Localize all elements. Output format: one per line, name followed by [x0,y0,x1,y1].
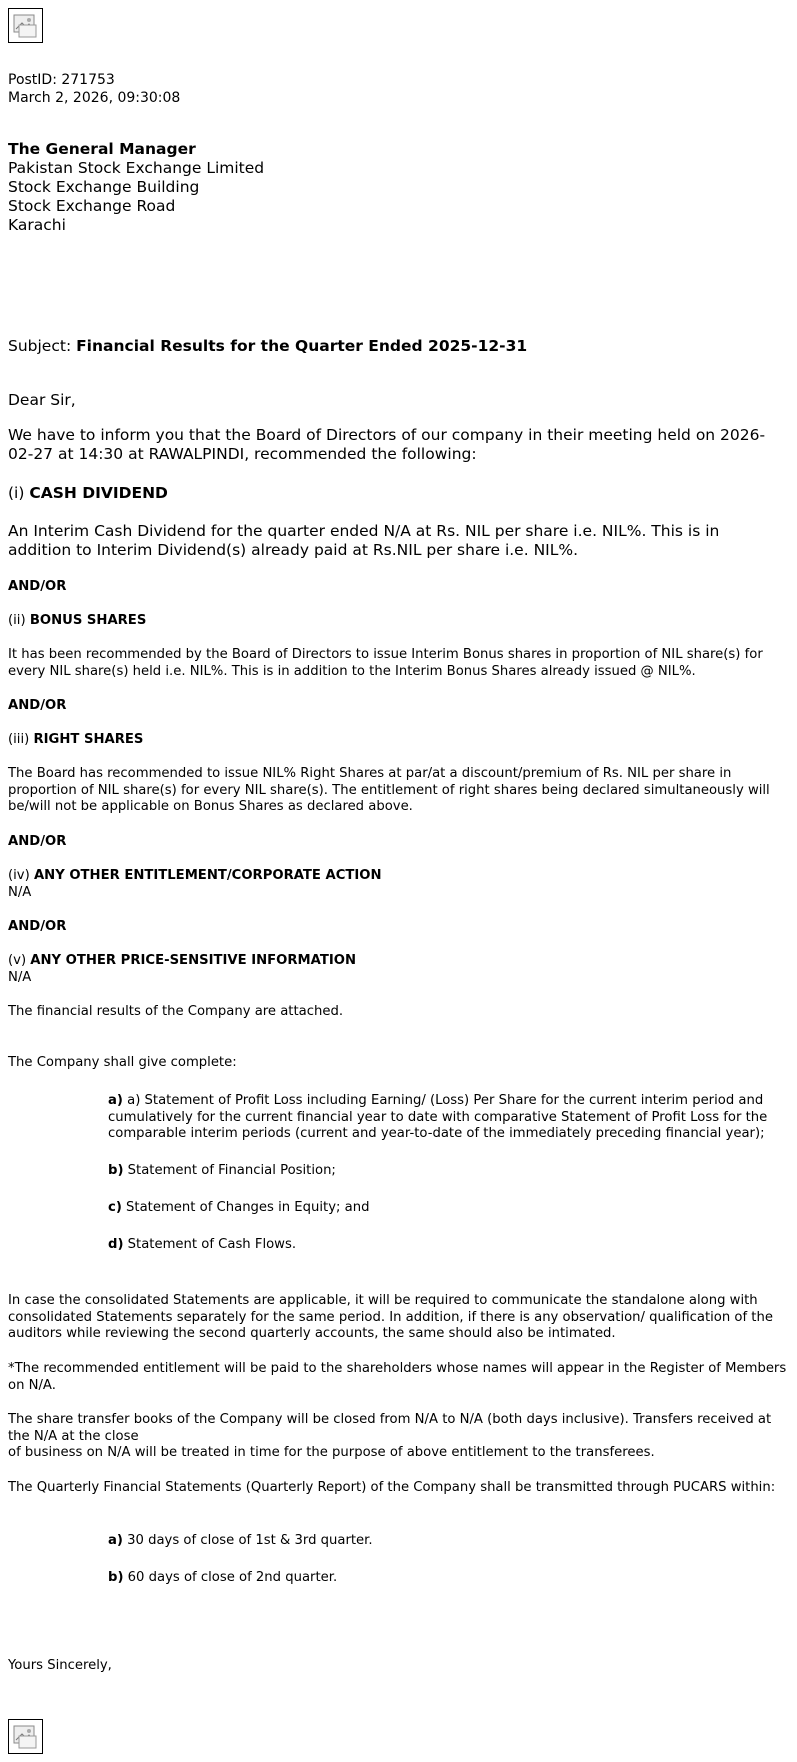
other-entitlement-title: ANY OTHER ENTITLEMENT/CORPORATE ACTION [33,868,382,883]
post-datetime: March 2, 2026, 09:30:08 [8,90,181,106]
complete-intro: The Company shall give complete: [8,1055,237,1070]
addressee-name: The General Manager [8,140,196,158]
addressee-line: Karachi [8,216,66,234]
transfer-books-paragraph: The share transfer books of the Company will be closed from N/A to N/A (both days inclusive). Transfers received at the N/A at the close of business on N/A will be treated in time for the purpose of above entitlement to the transferees. [8,1412,772,1460]
complete-item: c) Statement of Changes in Equity; and [108,1200,370,1215]
post-header [8,71,787,107]
and-or-label: AND/OR [8,834,67,849]
results-attached: The financial results of the Company are attached. [8,1004,344,1019]
complete-item: a) a) Statement of Profit Loss including Earning/ (Loss) Per Share for the current interim period and cumulatively for the current financial year to date with comparative Statement of Profit Loss for the comparable interim periods (current and year-to-date of the immediately preceding financial year); [108,1093,768,1141]
subject [8,337,787,356]
cash-dividend-body: An Interim Cash Dividend for the quarter ended N/A at Rs. NIL per share i.e. NIL%. This is in addition to Interim Dividend(s) already paid at Rs.NIL per share i.e. NIL%. [8,522,720,559]
other-entitlement-body: N/A [8,884,32,900]
consolidated-paragraph: In case the consolidated Statements are applicable, it will be required to communicate the standalone along with consolidated Statements separately for the same period. In addition, if there is any observation/ qualification of the auditors while reviewing the second quarterly accounts, the same should also be intimated. [8,1293,773,1341]
addressee [8,140,787,235]
price-sensitive-body: N/A [8,969,32,985]
right-shares-heading: (iii) RIGHT SHARES [8,732,144,747]
post-id: PostID: 271753 [8,72,115,88]
cash-dividend-heading: (i) CASH DIVIDEND [8,484,168,502]
and-or-label: AND/OR [8,579,67,594]
subject-label: Subject: [8,337,77,355]
bonus-shares-body: It has been recommended by the Board of Directors to issue Interim Bonus shares in proportion of NIL share(s) for every NIL share(s) held i.e. NIL%. This is in addition to the Interim Bonus Shares already issued @ NIL%. [8,647,763,679]
right-shares-body: The Board has recommended to issue NIL% Right Shares at par/at a discount/premium of Rs. NIL per share in proportion of NIL share(s) for every NIL share(s). The entitlement of right shares being declared simultaneously will be/will not be applicable on Bonus Shares as declared above. [8,766,770,814]
pucars-intro: The Quarterly Financial Statements (Quarterly Report) of the Company shall be transmitted through PUCARS within: [8,1480,776,1495]
salutation: Dear Sir, [8,391,76,409]
image-placeholder-icon [8,1719,43,1754]
and-or-label: AND/OR [8,698,67,713]
price-sensitive-title: ANY OTHER PRICE-SENSITIVE INFORMATION [30,953,356,968]
addressee-line: Stock Exchange Building [8,178,200,196]
price-sensitive-heading: (v) ANY OTHER PRICE-SENSITIVE INFORMATION N/A [8,953,787,986]
subject-text: Financial Results for the Quarter Ended 2025-12-31 [76,337,528,355]
pucars-item: b) 60 days of close of 2nd quarter. [108,1570,338,1585]
complete-item: b) Statement of Financial Position; [108,1163,336,1178]
cash-dividend-title: CASH DIVIDEND [29,484,168,502]
bonus-shares-heading: (ii) BONUS SHARES [8,613,147,628]
complete-item: d) Statement of Cash Flows. [108,1237,297,1252]
and-or-label: AND/OR [8,919,67,934]
image-placeholder-icon [8,8,43,43]
addressee-line: Pakistan Stock Exchange Limited [8,159,265,177]
other-entitlement-heading: (iv) ANY OTHER ENTITLEMENT/CORPORATE ACTION N/A [8,868,787,901]
addressee-line: Stock Exchange Road [8,197,176,215]
pucars-item: a) 30 days of close of 1st & 3rd quarter. [108,1533,373,1548]
right-shares-title: RIGHT SHARES [33,732,144,747]
entitlement-note: *The recommended entitlement will be paid to the shareholders whose names will appear in the Register of Members on N/A. [8,1361,787,1393]
bonus-shares-title: BONUS SHARES [29,613,147,628]
closing-line: Yours Sincerely, [8,1658,112,1673]
intro-paragraph: We have to inform you that the Board of Directors of our company in their meeting held on 2026-02-27 at 14:30 at RAWALPINDI, recommended the following: [8,426,766,463]
